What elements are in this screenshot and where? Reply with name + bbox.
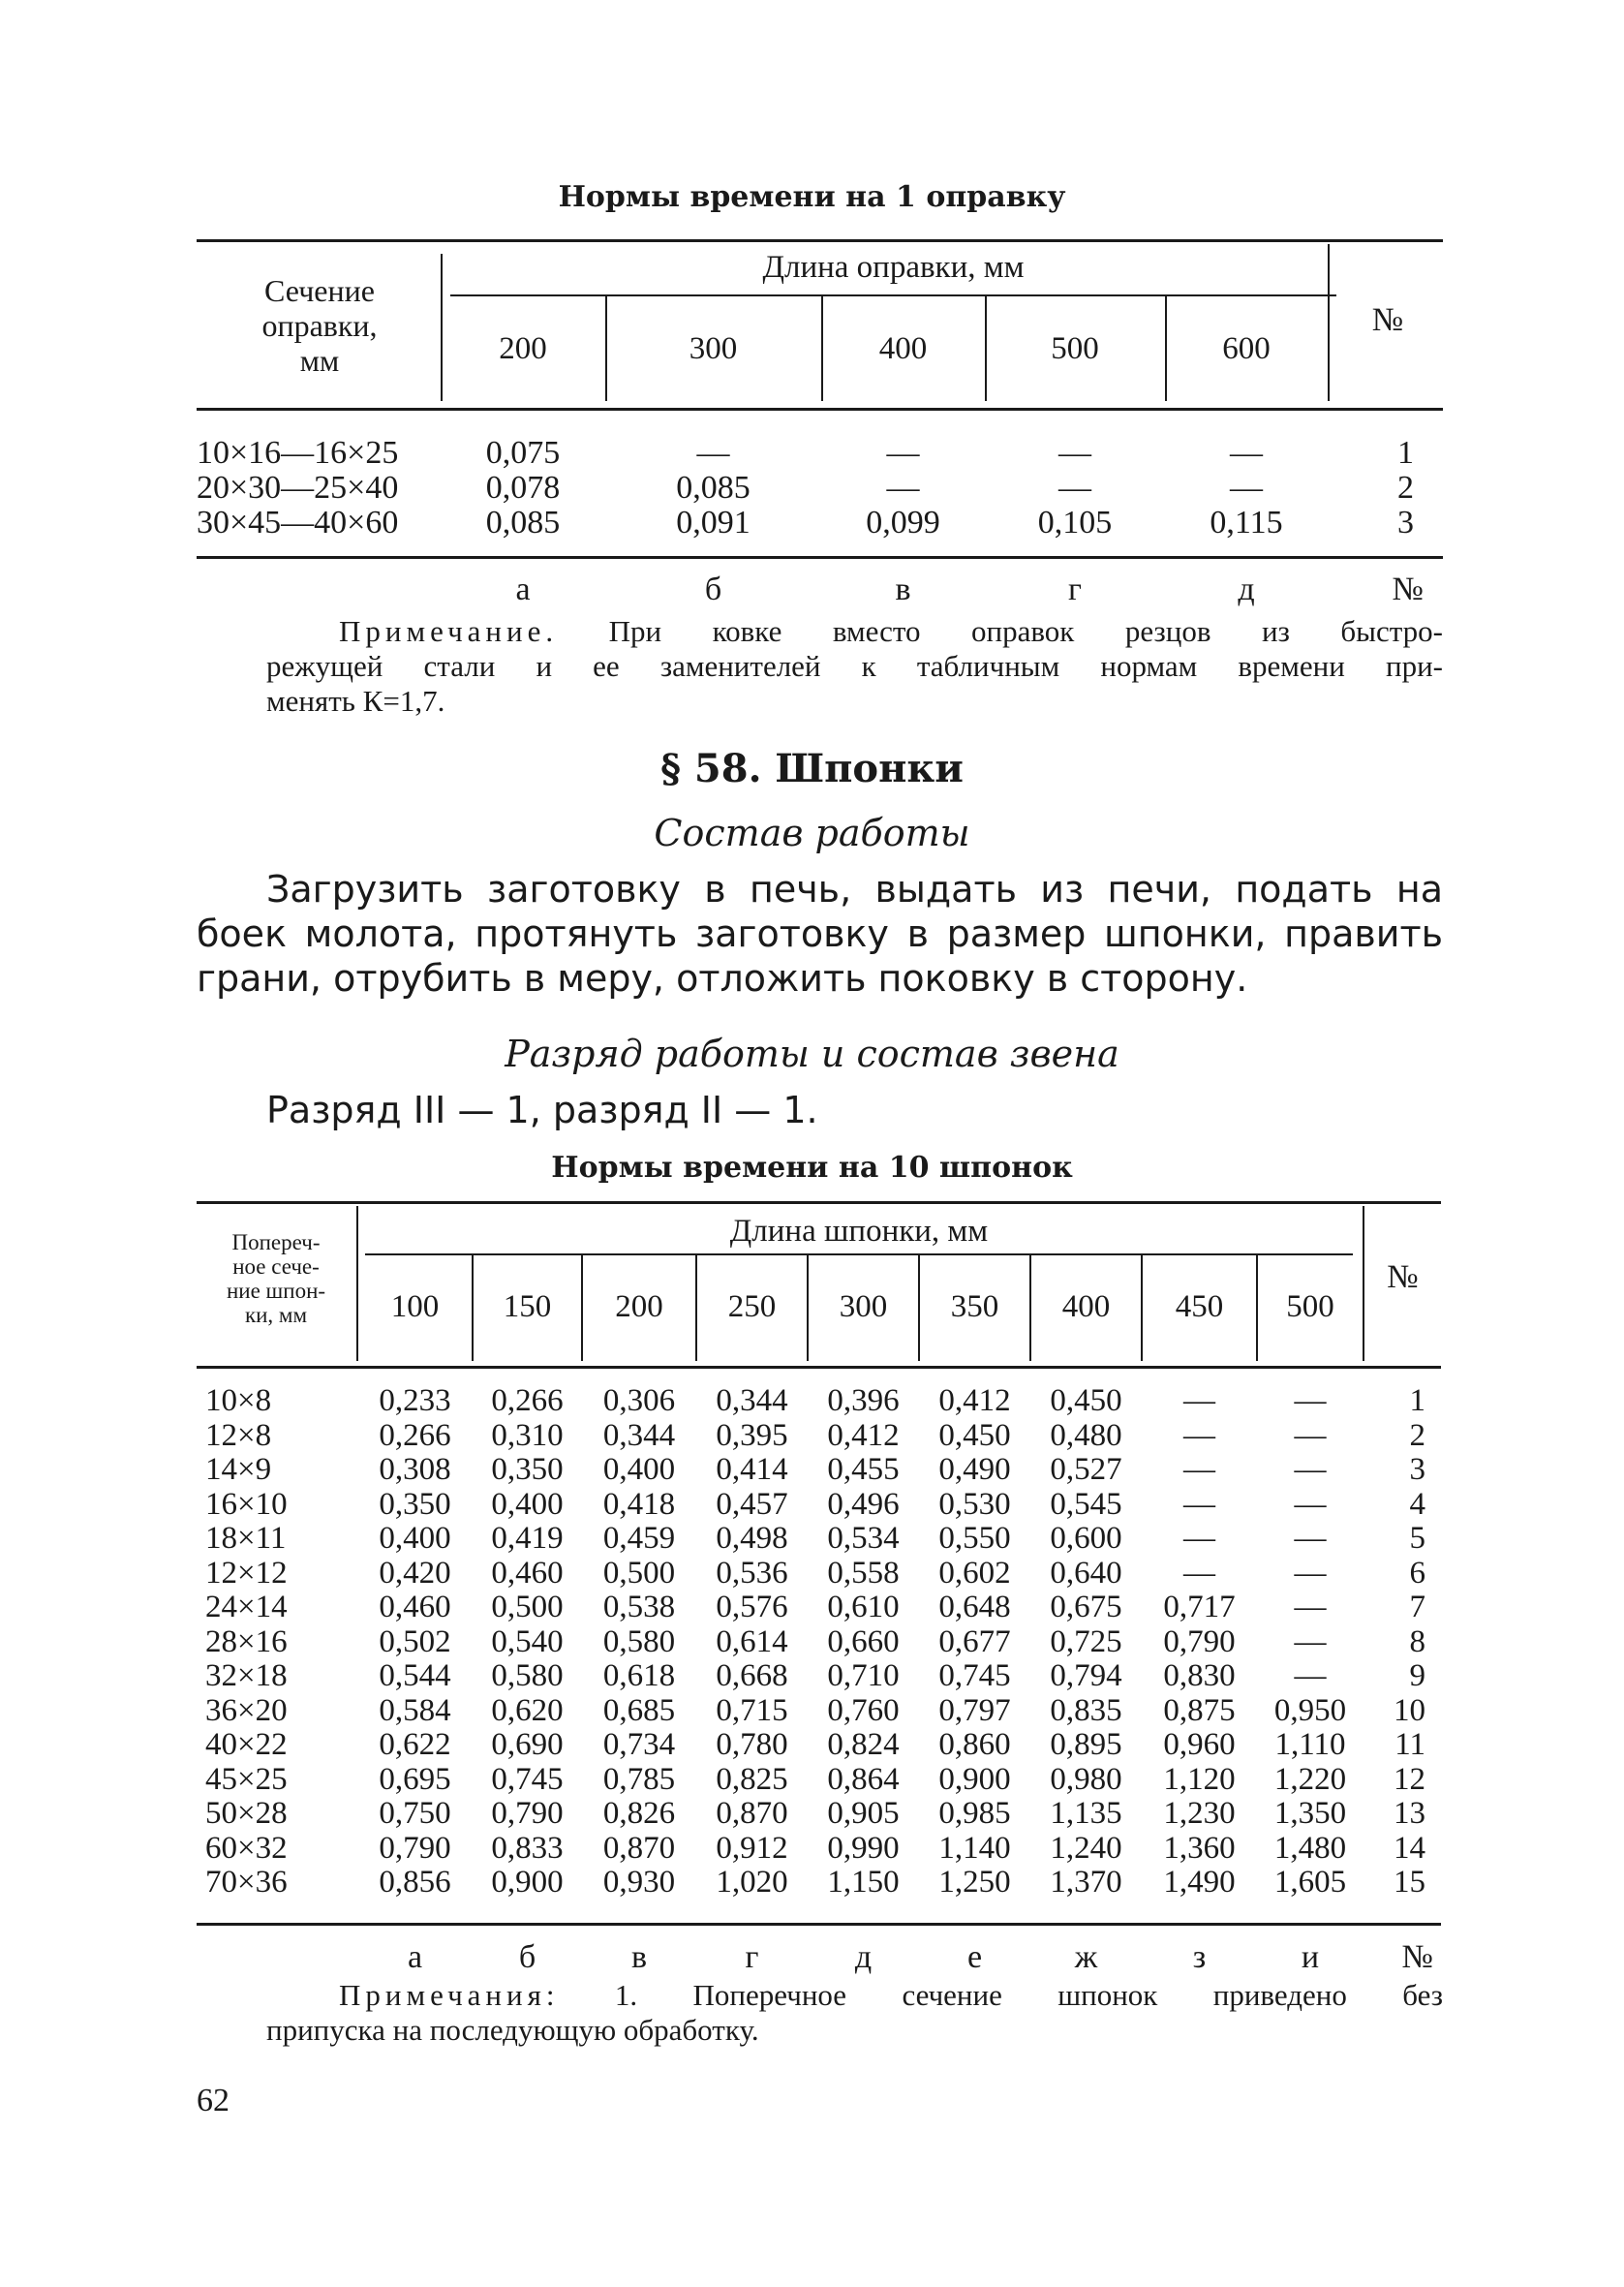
table2-val: 0,400 [379,1521,451,1556]
table1-sec: 10×16—16×25 [197,435,399,471]
table2-val: 0,710 [827,1658,900,1693]
table2-val: 0,418 [602,1487,676,1522]
table2-val: 0,500 [602,1556,676,1591]
table1-val: — [1230,435,1263,471]
table1-val: — [886,435,920,471]
table2-val: 0,715 [716,1693,788,1728]
table2-val: — [1294,1658,1327,1693]
table2-num: 9 [1409,1658,1425,1693]
table2-val: — [1183,1418,1215,1453]
table2-val: — [1183,1452,1215,1487]
table2-letter: г [745,1939,759,1975]
table2-val: 0,745 [491,1762,564,1797]
table2-val: 0,900 [491,1865,564,1900]
table2-sec: 16×10 [205,1487,288,1522]
table2-val: 0,640 [1050,1556,1122,1591]
table2-val: 0,550 [938,1521,1011,1556]
table2-val: 0,864 [827,1762,900,1797]
table1-letter: д [1238,572,1255,607]
table2-sec: 12×12 [205,1556,288,1591]
table2-val: 0,833 [491,1831,564,1866]
table1-val: 0,085 [676,470,751,506]
table2-val: 0,980 [1050,1762,1122,1797]
table1-group-rule [450,294,1336,296]
table1-note-line [339,614,1443,649]
table2-val: 0,540 [491,1624,564,1659]
table2-val: 0,856 [379,1865,451,1900]
table2-val: 0,745 [938,1658,1011,1693]
table2-val: 0,414 [716,1452,788,1487]
table2-col-head-line: Попереч- [231,1230,321,1254]
table2-num: 4 [1409,1487,1425,1522]
table2-val: 0,960 [1163,1727,1236,1762]
table2-num: 12 [1394,1762,1425,1797]
table2-sec: 24×14 [205,1590,288,1624]
table2-vrule [356,1206,358,1361]
table1-val: 0,085 [485,505,561,541]
section-heading: § 58. Шпонки [660,746,964,791]
table2-note-line: припуска на последующую обработку. [266,2013,759,2047]
table2-val: 0,785 [602,1762,676,1797]
table2-val: 0,500 [491,1590,564,1624]
table1-header-rule [197,408,1443,411]
table1-sec: 30×45—40×60 [197,505,399,541]
table2-val: 0,450 [938,1418,1011,1453]
table1-vrule [821,296,823,401]
section-text-line: Загрузить заготовку в печь, выдать из печи, подать на [266,868,1443,911]
table1-col-head-line: оправки, [261,308,378,343]
table2-val: 0,308 [379,1452,451,1487]
table2-num: 15 [1394,1865,1425,1900]
table2-letter-num: № [1401,1939,1433,1975]
table2-val: 0,685 [602,1693,676,1728]
table2-val: 0,675 [1050,1590,1122,1624]
table2-val: 1,120 [1163,1762,1236,1797]
table1-group-head: Длина оправки, мм [762,250,1025,285]
section-subheading: Состав работы [654,812,970,854]
table2-val: 0,870 [602,1831,676,1866]
table2-val: 0,460 [491,1556,564,1591]
table2-val: 0,660 [827,1624,900,1659]
table2-val: 0,668 [716,1658,788,1693]
table1-val: 0,105 [1037,505,1113,541]
table2-num: 13 [1394,1796,1425,1831]
table2-num: 10 [1394,1693,1425,1728]
table2-val: — [1183,1487,1215,1522]
table2-num: 3 [1409,1452,1425,1487]
table2-val: 0,545 [1050,1487,1122,1522]
table1-vrule [985,296,987,401]
table1-col-head-line: Сечение [264,273,375,308]
table1-val: — [1058,470,1091,506]
table2-num: 6 [1409,1556,1425,1591]
table2-val: 1,230 [1163,1796,1236,1831]
table2-bottom-rule [197,1923,1441,1926]
table2-val: 0,835 [1050,1693,1122,1728]
table2-val: — [1294,1383,1327,1418]
table2-length-header: 500 [1286,1289,1334,1324]
table2-sec: 40×22 [205,1727,288,1762]
table2-letter: б [518,1939,536,1975]
table2-val: — [1294,1487,1327,1522]
table2-val: 0,717 [1163,1590,1236,1624]
table1-letter: в [895,572,911,607]
table2-val: 0,985 [938,1796,1011,1831]
table1-letter: г [1068,572,1082,607]
table2-val: 0,690 [491,1727,564,1762]
table2-val: — [1183,1556,1215,1591]
table2-num: 11 [1394,1727,1425,1762]
table2-val: 0,824 [827,1727,900,1762]
table2-val: 1,350 [1273,1796,1347,1831]
table2-length-header: 100 [390,1289,440,1324]
table2-val: 0,618 [602,1658,676,1693]
table1-val: — [886,470,920,506]
table2-val: — [1294,1418,1327,1453]
section-text-line: грани, отрубить в меру, отложить поковку в сторону. [197,957,1248,1000]
table2-sec: 70×36 [205,1865,288,1900]
table2-length-header: 300 [839,1289,888,1324]
table2-val: 0,395 [716,1418,788,1453]
table2-val: 1,360 [1163,1831,1236,1866]
table2-val: 1,020 [716,1865,788,1900]
table2-val: 1,150 [827,1865,900,1900]
table2-val: 0,350 [491,1452,564,1487]
table2-sec: 32×18 [205,1658,288,1693]
table2-length-header: 200 [615,1289,663,1324]
table2-letter: и [1301,1939,1320,1975]
table1-vrule [1165,296,1167,401]
table1-letter-num: № [1392,572,1424,607]
table2-length-header: 450 [1175,1289,1224,1324]
table2-val: 0,459 [602,1521,676,1556]
table2-length-header: 250 [727,1289,777,1324]
table2-val: 0,825 [716,1762,788,1797]
table2-val: 0,396 [827,1383,900,1418]
table1-val: — [1058,435,1091,471]
table2-val: — [1294,1624,1327,1659]
table2-val: 0,870 [716,1796,788,1831]
table2-val: — [1183,1383,1215,1418]
page-number: 62 [197,2083,230,2118]
table2-val: 0,760 [827,1693,900,1728]
table2-val: 0,797 [938,1693,1011,1728]
table2-val: 0,725 [1050,1624,1122,1659]
table1-note-line: режущей стали и ее заменителей к табличным нормам времени при- [266,649,1443,683]
table2-val: 0,233 [379,1383,451,1418]
table1-bottom-rule [197,556,1443,559]
table2-val: 0,400 [602,1452,676,1487]
table2-val: — [1183,1521,1215,1556]
table1-length-header: 400 [878,331,928,366]
table1-letter: а [515,572,531,607]
table2-val: — [1294,1452,1327,1487]
table2-val: 0,826 [602,1796,676,1831]
table2-num: 2 [1409,1418,1425,1453]
table2-val: 1,250 [938,1865,1011,1900]
table2-val: 0,344 [602,1418,676,1453]
table2-val: 0,860 [938,1727,1011,1762]
table2-length-header: 350 [950,1289,999,1324]
table2-val: 0,450 [1050,1383,1122,1418]
table1-top-rule [197,239,1443,242]
table2-val: 1,605 [1273,1865,1347,1900]
table2-sec: 12×8 [205,1418,272,1453]
table2-val: 0,455 [827,1452,900,1487]
table1-length-header: 200 [499,331,547,366]
table2-val: 0,602 [938,1556,1011,1591]
table2-val: 0,580 [491,1658,564,1693]
table1-length-header: 300 [689,331,738,366]
table2-val: 1,490 [1163,1865,1236,1900]
table2-val: 0,400 [491,1487,564,1522]
table2-num: 14 [1394,1831,1425,1866]
table2-sec: 10×8 [205,1383,272,1418]
table2-sec: 50×28 [205,1796,288,1831]
table2-val: 0,794 [1050,1658,1122,1693]
table2-val: 0,498 [716,1521,788,1556]
table2-letter: д [854,1939,873,1975]
table2-sec: 45×25 [205,1762,288,1797]
table2-val: 0,780 [716,1727,788,1762]
table2-val: 0,734 [602,1727,676,1762]
table2-val: 0,900 [938,1762,1011,1797]
table1-note-line: менять К=1,7. [266,684,445,718]
table2-num: 1 [1409,1383,1425,1418]
table1-vrule [441,254,443,401]
table2-val: 0,544 [379,1658,451,1693]
table2-val: 0,875 [1163,1693,1236,1728]
table2-length-header: 400 [1061,1289,1111,1324]
table2-col-head-line: ное сече- [232,1254,320,1279]
table1-note-text: При ковке вместо оправок резцов из быстро- [608,614,1443,648]
table2-val: — [1294,1556,1327,1591]
table2-val: 1,135 [1050,1796,1122,1831]
table2-val: 0,930 [602,1865,676,1900]
table2-val: 0,576 [716,1590,788,1624]
table1-val: 0,115 [1210,505,1283,541]
table2-val: 0,480 [1050,1418,1122,1453]
table2-val: 1,480 [1273,1831,1347,1866]
table1-val: — [1230,470,1263,506]
table2-val: 0,460 [379,1590,451,1624]
table2-val: 0,600 [1050,1521,1122,1556]
table2-val: 0,534 [827,1521,900,1556]
table1-vrule [605,296,607,401]
table2-sec: 18×11 [205,1521,287,1556]
table1-length-header: 600 [1222,331,1271,366]
table2-length-header: 150 [503,1289,552,1324]
table2-sec: 36×20 [205,1693,288,1728]
table2-val: 0,648 [938,1590,1011,1624]
table1-val: 0,099 [866,505,940,541]
table2-val: 0,457 [716,1487,788,1522]
table1-num: 2 [1397,470,1414,506]
table2-val: 0,614 [716,1624,788,1659]
table1-val: — [696,435,730,471]
table2-val: — [1294,1521,1327,1556]
table2-val: 1,140 [938,1831,1011,1866]
table2-val: 0,580 [602,1624,676,1659]
table2-val: 0,620 [491,1693,564,1728]
table1-val: 0,078 [485,470,561,506]
table2-val: 0,536 [716,1556,788,1591]
table2-val: 0,420 [379,1556,451,1591]
table2-letter: ж [1074,1939,1098,1975]
table2-val: 0,610 [827,1590,900,1624]
table2-val: 0,695 [379,1762,451,1797]
table2-col-head [199,1230,353,1327]
table2-letter: е [966,1939,983,1975]
table1-num-header: № [1371,302,1404,338]
table2-val: 1,240 [1050,1831,1122,1866]
table2-letter: з [1192,1939,1207,1975]
section-text-line: боек молота, протянуть заготовку в размер шпонки, править [197,912,1443,955]
table2-num: 7 [1409,1590,1425,1624]
table2-num: 5 [1409,1521,1425,1556]
table1-title: Нормы времени на 1 оправку [558,180,1066,214]
table2-val: 0,622 [379,1727,451,1762]
table2-sec: 60×32 [205,1831,288,1866]
table1-sec: 20×30—25×40 [197,470,399,506]
table1-note-label: Примечание. [339,614,559,648]
table1-length-header: 500 [1051,331,1099,366]
table2-val: 0,419 [491,1521,564,1556]
table2-val: 1,220 [1273,1762,1347,1797]
table1-col-head [203,273,436,378]
table2-val: 0,350 [379,1487,451,1522]
table2-val: 0,790 [1163,1624,1236,1659]
grade-text: Разряд III — 1, разряд II — 1. [266,1089,818,1131]
table2-val: 0,790 [379,1831,451,1866]
grade-heading: Разряд работы и состав звена [505,1033,1119,1075]
table2-group-rule [365,1253,1353,1255]
table2-note-text: 1. Поперечное сечение шпонок приведено без [614,1978,1443,2012]
table1-num: 3 [1397,505,1414,541]
table2-val: 0,750 [379,1796,451,1831]
table2-val: 0,496 [827,1487,900,1522]
table2-val: 0,527 [1050,1452,1122,1487]
table2-val: 0,905 [827,1796,900,1831]
table1-val: 0,075 [485,435,561,471]
table2-sec: 14×9 [205,1452,272,1487]
table1-num: 1 [1397,435,1414,471]
table2-val: 0,584 [379,1693,451,1728]
table2-top-rule [197,1201,1441,1204]
table2-val: 0,266 [379,1418,451,1453]
table2-val: 1,110 [1274,1727,1346,1762]
table2-val: 0,790 [491,1796,564,1831]
table2-group-head: Длина шпонки, мм [729,1214,989,1249]
table2-col-head-line: ние шпон- [226,1279,326,1303]
table2-val: 0,306 [602,1383,676,1418]
table2-val: 0,990 [827,1831,900,1866]
table2-col-head-line: ки, мм [244,1303,308,1327]
table2-val: 0,950 [1273,1693,1347,1728]
table2-val: 0,912 [716,1831,788,1866]
table2-title: Нормы времени на 10 шпонок [551,1151,1073,1185]
table2-val: 0,830 [1163,1658,1236,1693]
table2-val: 0,502 [379,1624,451,1659]
table2-val: 0,530 [938,1487,1011,1522]
table2-val: 0,895 [1050,1727,1122,1762]
table2-num-header: № [1387,1259,1419,1295]
table2-letter: в [630,1939,648,1975]
table2-num: 8 [1409,1624,1425,1659]
table2-val: 0,558 [827,1556,900,1591]
table2-val: 0,412 [827,1418,900,1453]
table2-val: 0,538 [602,1590,676,1624]
table2-sec: 28×16 [205,1624,288,1659]
table1-col-head-line: мм [299,343,340,378]
table2-header-rule [197,1366,1441,1369]
table2-val: 1,370 [1050,1865,1122,1900]
table2-note-label: Примечания: [339,1978,560,2012]
table2-note-line [339,1978,1443,2013]
table1-letter: б [704,572,722,607]
table2-val: 0,344 [716,1383,788,1418]
table1-val: 0,091 [676,505,751,541]
table2-val: 0,412 [938,1383,1011,1418]
table2-val: 0,266 [491,1383,564,1418]
table2-letter: а [407,1939,423,1975]
table2-val: — [1294,1590,1327,1624]
table2-val: 0,310 [491,1418,564,1453]
table2-val: 0,490 [938,1452,1011,1487]
table2-val: 0,677 [938,1624,1011,1659]
